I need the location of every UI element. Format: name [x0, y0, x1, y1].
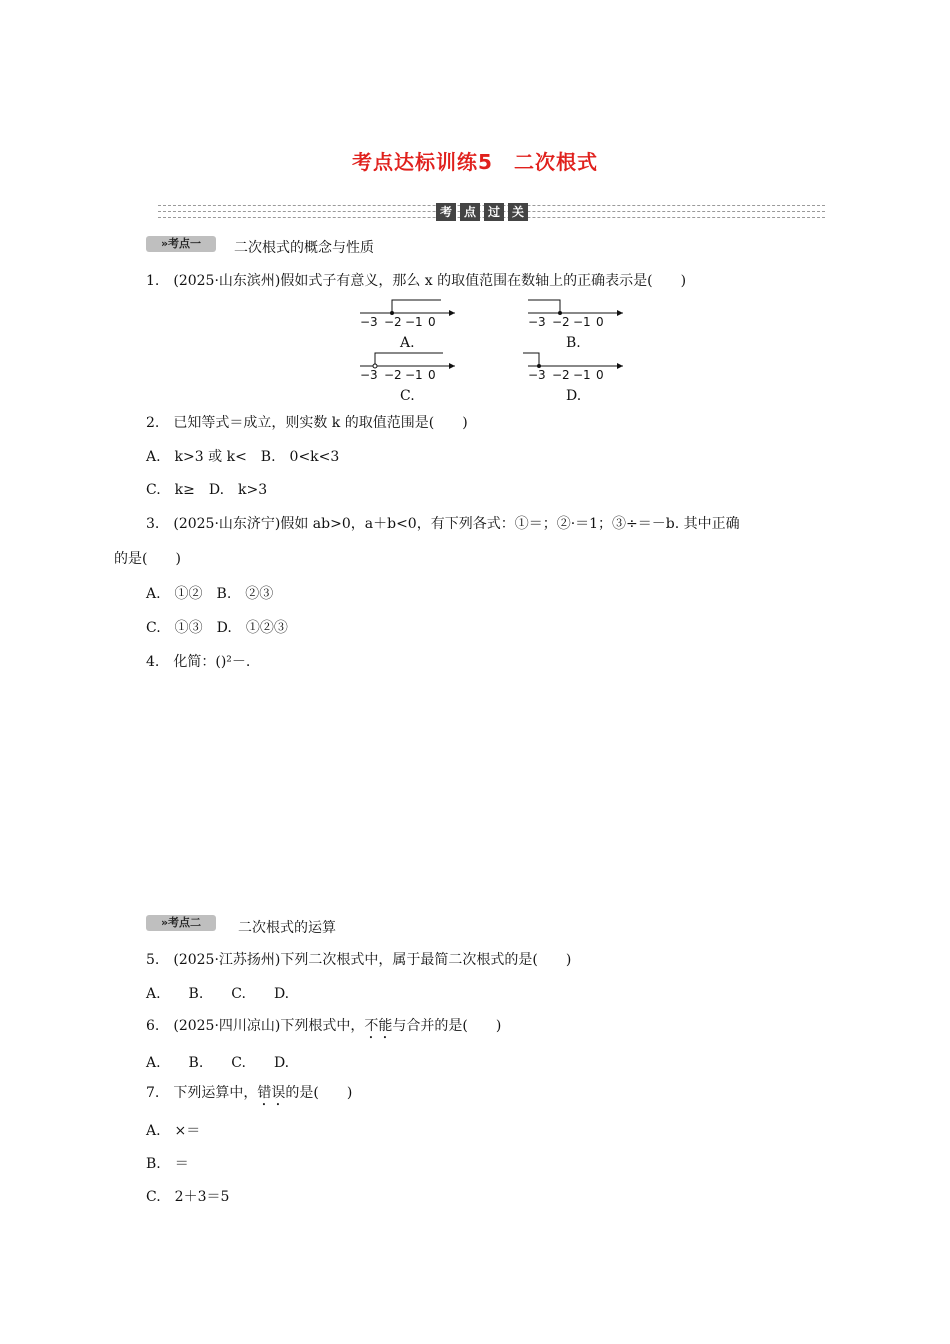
number-line-a — [360, 300, 455, 316]
section-label-2: 二次根式的运算 — [238, 920, 336, 936]
banner-char: 考 — [436, 203, 456, 221]
tick-label: 0 — [428, 368, 436, 382]
question-3-options-cd: C. ①③ D. ①②③ — [146, 620, 288, 636]
tick-label: −2 — [552, 315, 570, 329]
question-7 — [146, 1083, 352, 1109]
banner-char: 点 — [460, 203, 480, 221]
section-tag-1: »考点一 — [146, 236, 216, 252]
question-7-option-a: A. ×＝ — [146, 1123, 201, 1139]
question-2-options-cd: C. k≥ D. k>3 — [146, 482, 268, 498]
question-6-emphasis: 不能 — [364, 1018, 393, 1034]
tick-label: −3 — [360, 368, 378, 382]
tick-label: −3 — [360, 315, 378, 329]
section-banner — [158, 203, 825, 221]
question-3-cont: 的是( ) — [114, 551, 181, 567]
section-tag-2: »考点二 — [146, 915, 216, 931]
question-2-options-ab: A. k>3 或 k< B. 0<k<3 — [146, 449, 340, 465]
question-1: 1. (2025·山东滨州)假如式子有意义，那么 x 的取值范围在数轴上的正确表示是( ) — [146, 273, 687, 289]
question-6-pre: 6. (2025·四川凉山)下列根式中， — [146, 1018, 365, 1034]
tick-label: −1 — [573, 315, 591, 329]
question-6-options: A. B. C. D. — [146, 1055, 290, 1071]
option-label-b: B. — [566, 335, 581, 351]
tick-label: −3 — [528, 315, 546, 329]
question-3-options-ab: A. ①② B. ②③ — [146, 586, 274, 602]
tick-label: 0 — [596, 315, 604, 329]
number-line-b — [528, 300, 623, 316]
question-7-option-b: B. ＝ — [146, 1156, 189, 1172]
question-7-post: 的是( ) — [285, 1085, 353, 1101]
number-line-c — [360, 353, 455, 369]
banner-char: 过 — [484, 203, 504, 221]
tick-label: −1 — [573, 368, 591, 382]
question-7-emphasis: 错误 — [257, 1085, 286, 1101]
tick-label: −1 — [405, 315, 423, 329]
tick-label: −1 — [405, 368, 423, 382]
option-label-a: A. — [400, 335, 415, 351]
section-label-1: 二次根式的概念与性质 — [234, 240, 374, 256]
option-label-d: D. — [566, 388, 582, 404]
page-title: 考点达标训练5 二次根式 — [352, 150, 598, 174]
question-6-post: 与合并的是( ) — [392, 1018, 502, 1034]
tick-label: 0 — [596, 368, 604, 382]
banner-char: 关 — [508, 203, 528, 221]
question-6 — [146, 1016, 501, 1042]
question-4: 4. 化简：()²－. — [146, 654, 251, 670]
question-5: 5. (2025·江苏扬州)下列二次根式中，属于最简二次根式的是( ) — [146, 952, 572, 968]
question-5-options: A. B. C. D. — [146, 986, 290, 1002]
question-3: 3. (2025·山东济宁)假如 ab>0，a＋b<0，有下列各式：①＝；②·＝1；③÷＝－b. 其中正确 — [146, 516, 740, 532]
tick-label: −2 — [384, 315, 402, 329]
question-7-option-c: C. 2＋3＝5 — [146, 1189, 230, 1205]
question-7-pre: 7. 下列运算中， — [146, 1085, 258, 1101]
question-2: 2. 已知等式＝成立，则实数 k 的取值范围是( ) — [146, 415, 468, 431]
option-label-c: C. — [400, 388, 415, 404]
number-line-d — [523, 353, 623, 369]
tick-label: −3 — [528, 368, 546, 382]
tick-label: 0 — [428, 315, 436, 329]
tick-label: −2 — [384, 368, 402, 382]
tick-label: −2 — [552, 368, 570, 382]
